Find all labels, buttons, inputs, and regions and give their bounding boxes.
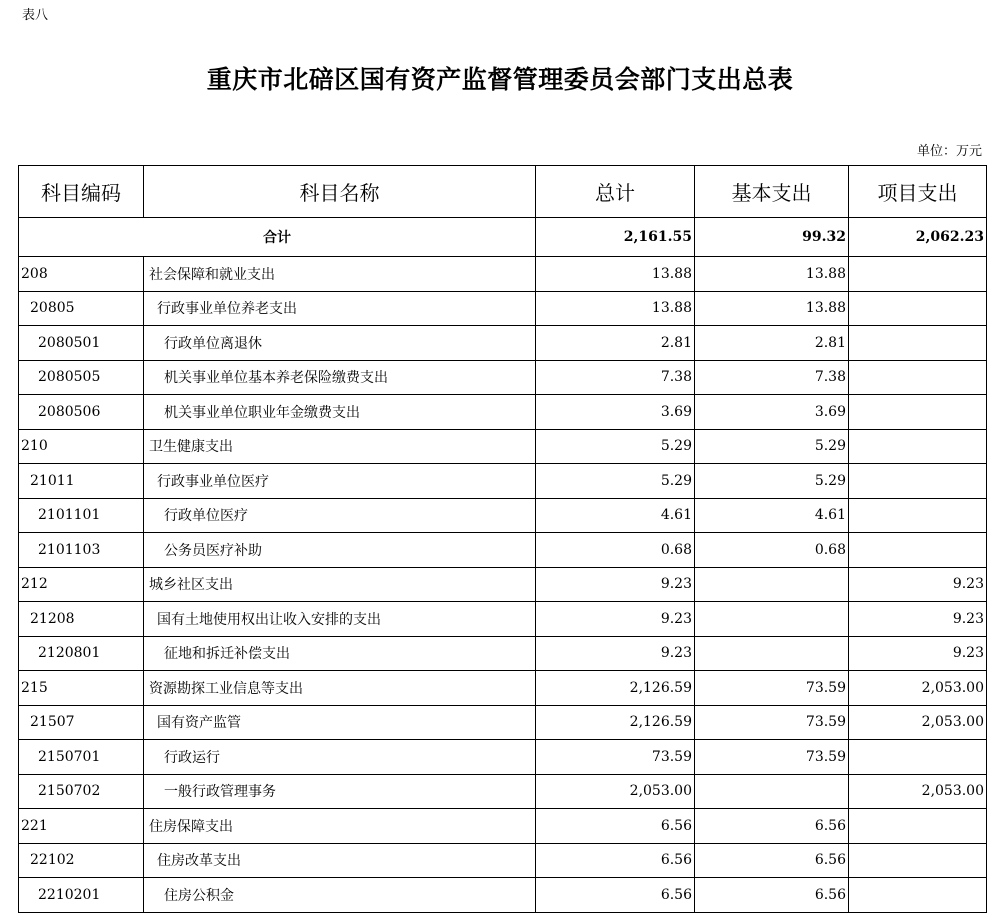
row-total: 2,126.59 [536, 671, 695, 706]
row-basic: 6.56 [695, 843, 849, 878]
row-total: 13.88 [536, 257, 695, 292]
row-basic: 73.59 [695, 705, 849, 740]
row-name: 一般行政管理事务 [144, 774, 536, 809]
row-total: 5.29 [536, 429, 695, 464]
row-basic: 5.29 [695, 429, 849, 464]
table-row [19, 705, 987, 740]
row-total: 6.56 [536, 878, 695, 913]
row-name: 国有土地使用权出让收入安排的支出 [144, 602, 536, 637]
row-total: 4.61 [536, 498, 695, 533]
table-row [19, 740, 987, 775]
row-total: 2,126.59 [536, 705, 695, 740]
row-code: 22102 [19, 843, 144, 878]
row-basic: 0.68 [695, 533, 849, 568]
table-row [19, 878, 987, 913]
row-project [849, 878, 987, 913]
row-code: 2101103 [19, 533, 144, 568]
row-project [849, 843, 987, 878]
row-name: 国有资产监管 [144, 705, 536, 740]
row-basic: 6.56 [695, 809, 849, 844]
row-basic: 7.38 [695, 360, 849, 395]
row-name: 住房改革支出 [144, 843, 536, 878]
row-basic [695, 567, 849, 602]
row-project [849, 809, 987, 844]
summary-label: 合计 [19, 218, 536, 257]
row-total: 7.38 [536, 360, 695, 395]
row-name: 行政运行 [144, 740, 536, 775]
row-basic: 3.69 [695, 395, 849, 430]
table-row [19, 464, 987, 499]
row-basic: 2.81 [695, 326, 849, 361]
row-total: 9.23 [536, 602, 695, 637]
expenditure-table [18, 165, 987, 913]
table-row [19, 291, 987, 326]
row-basic: 73.59 [695, 671, 849, 706]
row-total: 5.29 [536, 464, 695, 499]
table-row [19, 602, 987, 637]
summary-project: 2,062.23 [849, 218, 987, 257]
summary-total: 2,161.55 [536, 218, 695, 257]
row-basic: 13.88 [695, 257, 849, 292]
row-project [849, 498, 987, 533]
row-total: 2,053.00 [536, 774, 695, 809]
row-project [849, 326, 987, 361]
row-code: 21507 [19, 705, 144, 740]
column-header-name: 科目名称 [144, 166, 536, 218]
page-title: 重庆市北碚区国有资产监督管理委员会部门支出总表 [206, 65, 794, 94]
row-basic [695, 774, 849, 809]
row-project [849, 360, 987, 395]
row-code: 21011 [19, 464, 144, 499]
row-code: 212 [19, 567, 144, 602]
row-name: 征地和拆迁补偿支出 [144, 636, 536, 671]
row-total: 6.56 [536, 843, 695, 878]
row-project: 2,053.00 [849, 774, 987, 809]
row-project [849, 740, 987, 775]
row-name: 资源勘探工业信息等支出 [144, 671, 536, 706]
row-code: 2080506 [19, 395, 144, 430]
row-code: 2210201 [19, 878, 144, 913]
row-name: 机关事业单位职业年金缴费支出 [144, 395, 536, 430]
table-row [19, 360, 987, 395]
row-project: 2,053.00 [849, 705, 987, 740]
row-code: 21208 [19, 602, 144, 637]
row-code: 20805 [19, 291, 144, 326]
row-name: 社会保障和就业支出 [144, 257, 536, 292]
row-name: 公务员医疗补助 [144, 533, 536, 568]
header-row [19, 166, 987, 218]
row-name: 行政事业单位养老支出 [144, 291, 536, 326]
row-project: 9.23 [849, 636, 987, 671]
table-row [19, 429, 987, 464]
row-total: 2.81 [536, 326, 695, 361]
row-project [849, 464, 987, 499]
row-total: 3.69 [536, 395, 695, 430]
row-name: 住房保障支出 [144, 809, 536, 844]
row-basic: 13.88 [695, 291, 849, 326]
table-row [19, 567, 987, 602]
row-project [849, 395, 987, 430]
summary-row [19, 218, 987, 257]
row-code: 221 [19, 809, 144, 844]
row-project [849, 533, 987, 568]
row-project [849, 257, 987, 292]
row-code: 2150701 [19, 740, 144, 775]
row-project: 9.23 [849, 567, 987, 602]
unit-label: 单位：万元 [916, 144, 982, 159]
row-name: 机关事业单位基本养老保险缴费支出 [144, 360, 536, 395]
row-basic: 73.59 [695, 740, 849, 775]
row-project [849, 291, 987, 326]
column-header-code: 科目编码 [19, 166, 144, 218]
table-row [19, 257, 987, 292]
row-basic: 6.56 [695, 878, 849, 913]
table-row [19, 326, 987, 361]
row-total: 13.88 [536, 291, 695, 326]
table-row [19, 498, 987, 533]
row-project: 2,053.00 [849, 671, 987, 706]
row-code: 2101101 [19, 498, 144, 533]
table-row [19, 809, 987, 844]
row-basic [695, 636, 849, 671]
table-row [19, 774, 987, 809]
column-header-project: 项目支出 [849, 166, 987, 218]
row-basic [695, 602, 849, 637]
row-basic: 5.29 [695, 464, 849, 499]
row-total: 6.56 [536, 809, 695, 844]
row-code: 2080505 [19, 360, 144, 395]
row-total: 73.59 [536, 740, 695, 775]
row-name: 行政单位医疗 [144, 498, 536, 533]
table-row [19, 636, 987, 671]
row-total: 9.23 [536, 567, 695, 602]
row-code: 208 [19, 257, 144, 292]
column-header-basic: 基本支出 [695, 166, 849, 218]
table-row [19, 395, 987, 430]
row-code: 210 [19, 429, 144, 464]
row-project: 9.23 [849, 602, 987, 637]
table-row [19, 533, 987, 568]
row-name: 住房公积金 [144, 878, 536, 913]
table-number: 表八 [22, 8, 49, 23]
row-total: 9.23 [536, 636, 695, 671]
row-total: 0.68 [536, 533, 695, 568]
row-code: 2150702 [19, 774, 144, 809]
row-name: 行政事业单位医疗 [144, 464, 536, 499]
row-name: 卫生健康支出 [144, 429, 536, 464]
row-code: 215 [19, 671, 144, 706]
table-row [19, 843, 987, 878]
row-project [849, 429, 987, 464]
row-code: 2120801 [19, 636, 144, 671]
row-name: 城乡社区支出 [144, 567, 536, 602]
row-basic: 4.61 [695, 498, 849, 533]
row-code: 2080501 [19, 326, 144, 361]
column-header-total: 总计 [536, 166, 695, 218]
table-row [19, 671, 987, 706]
summary-basic: 99.32 [695, 218, 849, 257]
row-name: 行政单位离退休 [144, 326, 536, 361]
